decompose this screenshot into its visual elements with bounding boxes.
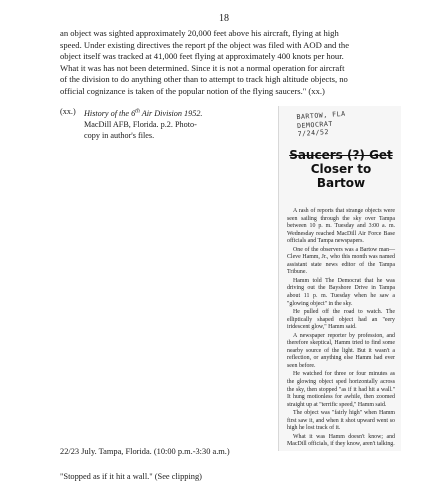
article-paragraph: He watched for three or four minutes as the glowing object sped horizontally across the sky, then stopped "as if it had hit a wall." It hung motionless for awhile, then zoomed straight up at "terrific speed," Hamm said.	[287, 371, 395, 408]
article-paragraph: What it was Hamm doesn't know; and MacDill officials, if they know, aren't talking.	[287, 433, 395, 448]
footnote-title-sup: th	[135, 108, 140, 114]
sighting-date-line: 22/23 July. Tampa, Florida. (10:00 p.m.-3:30 a.m.)	[60, 447, 230, 456]
newspaper-clipping	[278, 106, 401, 451]
headline-line: Bartow	[316, 176, 366, 190]
footnote-title	[84, 109, 202, 118]
body-line: of the division to do anything other than to attempt to track high altitude objects, no	[60, 74, 348, 85]
headline-line: Closer to	[310, 162, 372, 176]
footnote-marker: (xx.)	[60, 107, 76, 116]
clipping-headline	[285, 148, 397, 190]
page-number: 18	[219, 13, 229, 24]
body-line: object itself was tracked at 41,000 feet flying at approximately 400 knots per hour.	[60, 51, 344, 62]
clipping-article	[287, 208, 395, 450]
article-paragraph: A newspaper reporter by profession, and therefore skeptical, Hamm tried to find some nearby source of the light. But it wasn't a reflection, or anything else Hamm had ever seen before.	[287, 332, 395, 369]
footnote-line: copy in author's files.	[84, 130, 155, 140]
footnote-title-post: Air Division 1952.	[139, 108, 203, 118]
stamp-line: DEMOCRAT	[296, 119, 334, 130]
body-paragraph	[60, 28, 408, 98]
footnote-title-pre: History of the 6	[84, 108, 136, 118]
stamp-line: 7/24/52	[297, 127, 330, 139]
article-paragraph: Hamm told The Democrat that he was driving out the Bayshore Drive in Tampa about 11 p. m. Tuesday when he saw a "glowing object" in the sky.	[287, 277, 395, 307]
article-paragraph: He pulled off the road to watch. The elliptically shaped object had an "eery iridescent glow," Hamm said.	[287, 309, 395, 331]
article-paragraph: One of the observers was a Bartow man—Cleve Hamm, Jr., who this month was named assistant state news editor of the Tampa Tribune.	[287, 246, 395, 276]
clipping-stamp	[296, 107, 388, 139]
footnote-line: MacDill AFB, Florida. p.2. Photo-	[84, 119, 197, 129]
stamp-line: BARTOW, FLA	[296, 109, 346, 122]
article-paragraph: The object was "fairly high" when Hamm first saw it, and when it shot upward went so high he lost track of it.	[287, 410, 395, 432]
body-line: an object was sighted approximately 20,000 feet above his aircraft, flying at high	[60, 28, 339, 38]
body-line: official cognizance is taken of the popular notion of the flying saucers." (xx.)	[60, 85, 325, 96]
article-paragraph: A rash of reports that strange objects were seen sailing through the sky over Tampa between 10 p. m. Tuesday and 3:00 a. m. Wednesday reached MacDill Air Force Base officials and Tampa newspapers.	[287, 208, 395, 245]
sighting-quote-line: "Stopped as if it hit a wall." (See clipping)	[60, 472, 202, 481]
body-line: What it was has not been determined. Since it is not a normal operation for aircraft	[60, 62, 345, 73]
footnote-text	[84, 106, 244, 141]
headline-line: Saucers (?) Get	[289, 148, 393, 162]
body-line: speed. Under existing directives the report pf the object was filed with AOD and the	[60, 39, 350, 50]
